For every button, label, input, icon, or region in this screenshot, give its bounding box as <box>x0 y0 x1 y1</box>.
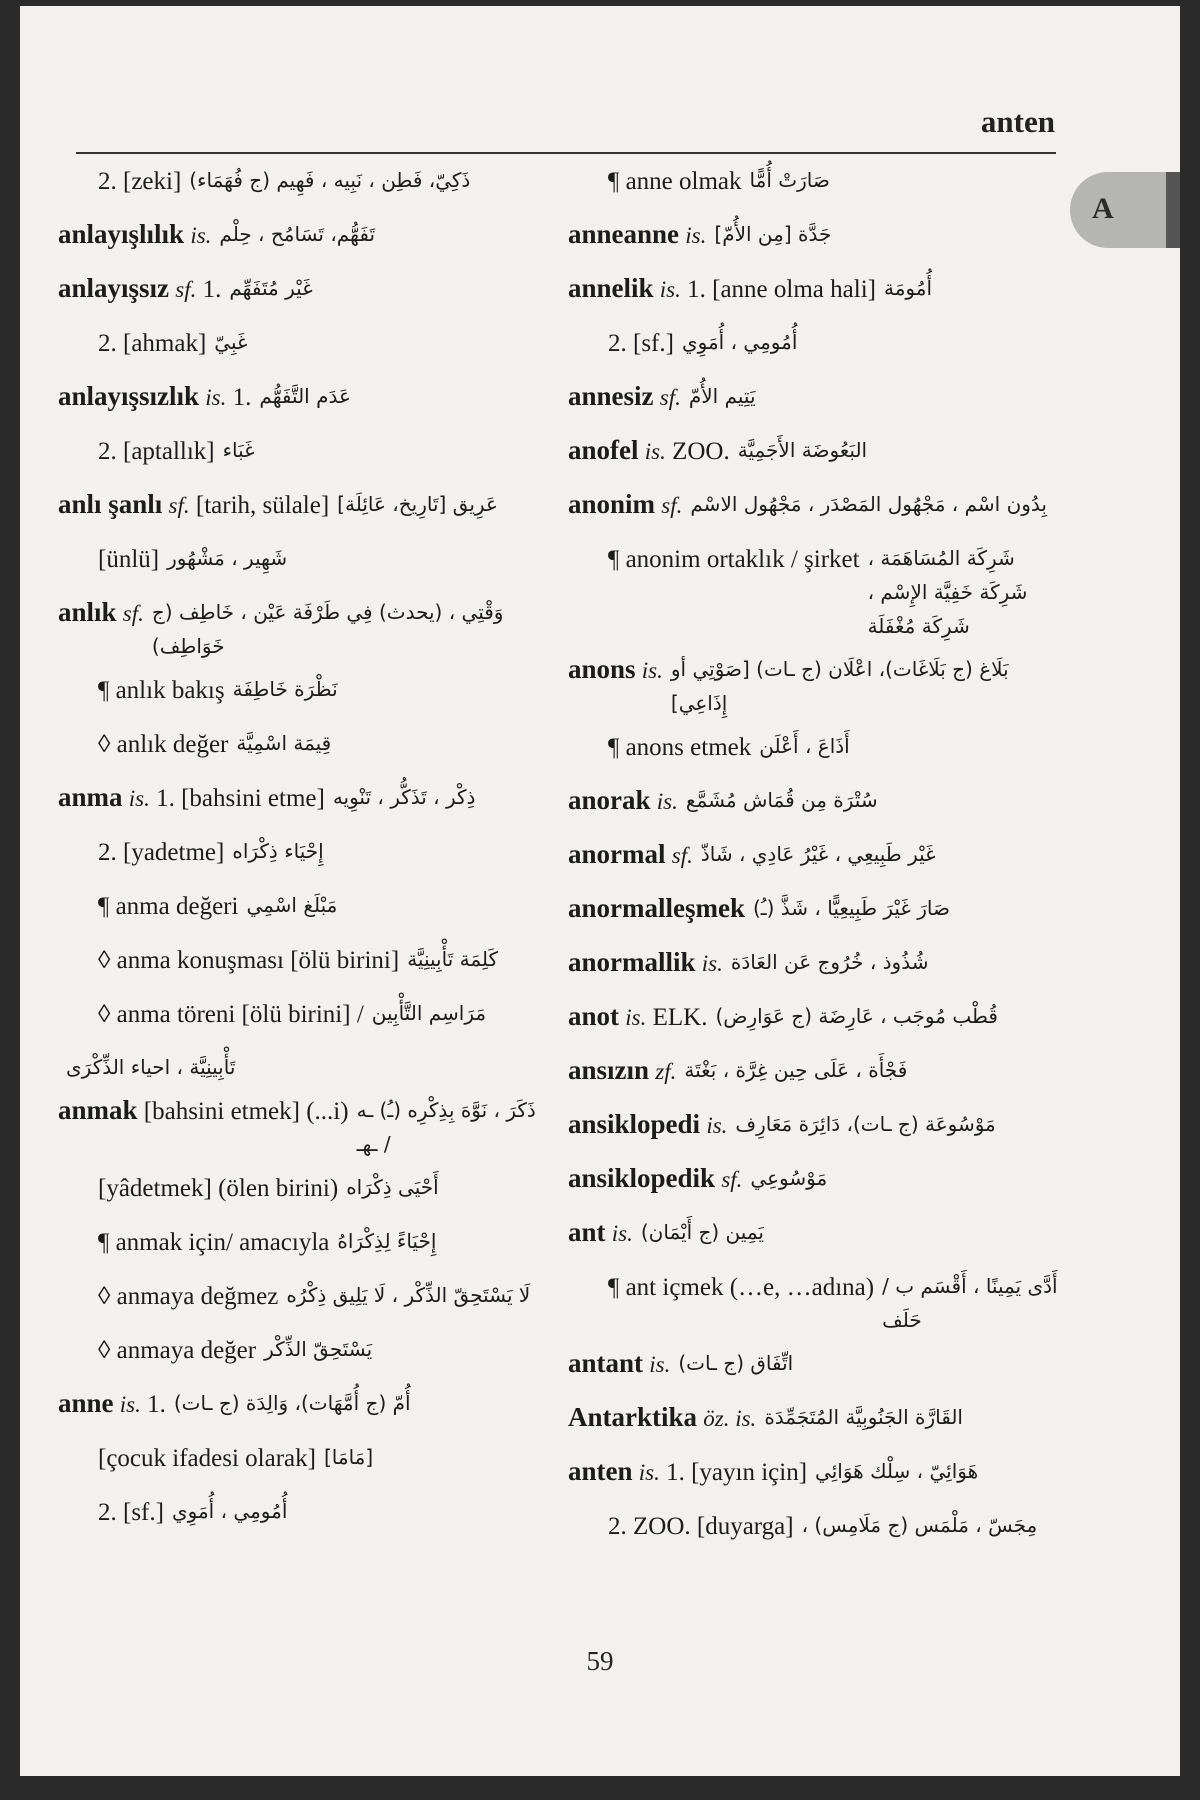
turkish-text <box>58 1377 166 1431</box>
arabic-translation: مِجَسّ ، مَلْمَس (ج مَلَامِس) ، <box>801 1513 1038 1537</box>
arabic-translation: يَتِيم الأُمّ <box>688 384 756 408</box>
guide-word: anten <box>980 104 1055 139</box>
turkish-text <box>58 717 228 771</box>
dictionary-entry <box>568 478 1068 532</box>
arabic-translation: شُذُوذ ، خُرُوج عَن العَادَة <box>730 950 929 974</box>
dictionary-entry <box>58 717 548 771</box>
dictionary-page <box>20 6 1180 1776</box>
dictionary-entry <box>58 1323 548 1377</box>
dictionary-entry <box>568 316 1068 370</box>
turkish-text <box>58 1215 329 1269</box>
dictionary-entry <box>58 262 548 316</box>
turkish-text <box>58 262 221 316</box>
arabic-translation: [مَامَا] <box>323 1445 374 1469</box>
grammar-abbreviation: is. <box>128 786 150 811</box>
turkish-text <box>58 663 225 717</box>
grammar-abbreviation: sf. <box>168 493 190 518</box>
arabic-translation: بِدُون اسْم ، مَجْهُول المَصْدَر ، مَجْهُول الاسْم <box>690 492 1047 516</box>
grammar-abbreviation: is. <box>638 1460 660 1485</box>
headword: anma <box>58 782 123 812</box>
arabic-translation: كَلِمَة تَأْبِينِيَّة <box>407 947 499 971</box>
dictionary-entry <box>58 154 548 208</box>
turkish-text <box>568 1337 670 1391</box>
arabic-translation: مَوْسُوعَة (ج ـات)، دَائِرَة مَعَارِف <box>735 1112 996 1136</box>
gloss-text: ELK. <box>652 1004 708 1031</box>
sense-text: ◊ anmaya değer <box>98 1337 257 1364</box>
dictionary-entry <box>58 1215 548 1269</box>
turkish-text <box>568 532 860 586</box>
sense-text: ¶ anlık bakış <box>98 677 225 704</box>
thumb-index-letter: A <box>1092 192 1114 225</box>
turkish-text <box>568 1044 676 1098</box>
dictionary-entry <box>58 1377 548 1431</box>
turkish-text <box>568 370 681 424</box>
arabic-translation: تَأْبِينِيَّة ، احياء الذِّكْرَى <box>66 1055 236 1079</box>
arabic-translation: أُمُومَة <box>883 276 933 300</box>
arabic-translation: يَسْتَحِقّ الذِّكْر <box>264 1337 373 1361</box>
dictionary-entry <box>568 1337 1068 1391</box>
dictionary-entry <box>58 1431 548 1485</box>
dictionary-entry <box>568 828 1068 882</box>
grammar-abbreviation: zf. <box>655 1059 677 1084</box>
dictionary-entry <box>58 208 548 262</box>
dictionary-entry <box>568 424 1068 478</box>
turkish-text <box>58 370 251 424</box>
arabic-translation: أُمُومِي ، أُمَوِي <box>171 1499 288 1523</box>
gloss-text: [tarih, sülale] <box>195 492 330 519</box>
sense-text: 2. [yadetme] <box>98 839 225 866</box>
thumb-index-bar <box>1166 172 1180 248</box>
turkish-text <box>58 316 206 370</box>
dictionary-entry <box>568 208 1068 262</box>
turkish-text <box>568 316 674 370</box>
sense-text: ¶ anonim ortaklık / şirket <box>608 546 860 573</box>
headword: anofel <box>568 435 639 465</box>
grammar-abbreviation: is. <box>190 223 212 248</box>
grammar-abbreviation: is. <box>625 1005 647 1030</box>
arabic-translation: مَوْسُوعِي <box>750 1166 828 1190</box>
turkish-text <box>568 1152 742 1206</box>
headword: anorak <box>568 785 651 815</box>
sense-text: ◊ anlık değer <box>98 731 229 758</box>
headword: anne <box>58 1388 114 1418</box>
arabic-translation: صَارَتْ أُمًّا <box>749 168 830 192</box>
arabic-translation: أَدَّى يَمِينًا ، أَقْسَم ب / حَلَف <box>882 1274 1058 1332</box>
turkish-text <box>58 879 238 933</box>
headword: anot <box>568 1001 620 1031</box>
grammar-abbreviation: is. <box>205 385 227 410</box>
dictionary-entry <box>58 424 548 478</box>
turkish-text <box>58 154 181 208</box>
dictionary-entry <box>568 154 1068 208</box>
turkish-text <box>568 1445 807 1499</box>
turkish-text <box>568 1391 756 1445</box>
arabic-translation: لَا يَسْتَحِقّ الذِّكْر ، لَا يَلِيق ذِكْرُه <box>286 1283 531 1307</box>
sense-text: ◊ anma töreni [ölü birini] / <box>98 1001 364 1028</box>
turkish-text <box>58 1485 164 1539</box>
arabic-translation: تَفَهُّم، تَسَامُح ، حِلْم <box>219 222 376 246</box>
turkish-text <box>58 1084 349 1138</box>
dictionary-entry <box>58 987 548 1041</box>
sense-text: 2. [sf.] <box>98 1499 164 1526</box>
dictionary-entry <box>568 990 1068 1044</box>
dictionary-entry <box>58 825 548 879</box>
headword: ansızın <box>568 1055 650 1085</box>
dictionary-entry <box>568 1098 1068 1152</box>
sense-text: 2. [aptallık] <box>98 438 215 465</box>
arabic-translation: اتِّفَاق (ج ـات) <box>678 1351 794 1375</box>
dictionary-entry <box>568 1499 1068 1553</box>
headword: anlayışsız <box>58 273 170 303</box>
turkish-text <box>58 1431 316 1485</box>
dictionary-entry <box>568 643 1068 720</box>
headword: ant <box>568 1217 606 1247</box>
grammar-abbreviation: sf. <box>659 385 681 410</box>
turkish-text <box>568 1499 794 1553</box>
arabic-translation: شَهِير ، مَشْهُور <box>167 546 288 570</box>
arabic-translation: غَبَاء <box>222 438 255 462</box>
arabic-translation: قِيمَة اسْمِيَّة <box>236 731 332 755</box>
headword: ansiklopedik <box>568 1163 716 1193</box>
grammar-abbreviation: is. <box>685 223 707 248</box>
turkish-text <box>568 643 663 697</box>
dictionary-entry <box>58 1084 548 1161</box>
arabic-translation: مَبْلَغ اسْمِي <box>246 893 338 917</box>
dictionary-entry <box>58 663 548 717</box>
turkish-text <box>568 828 693 882</box>
arabic-translation: أُمُومِي ، أُمَوِي <box>681 330 798 354</box>
turkish-text <box>58 1161 338 1215</box>
arabic-translation: غَيْر طَبِيعِي ، غَيْرُ عَادِي ، شَاذّ <box>700 842 936 866</box>
headword: ansiklopedi <box>568 1109 701 1139</box>
turkish-text <box>568 774 678 828</box>
sense-text: 2. [sf.] <box>608 330 674 357</box>
headword: anonim <box>568 489 656 519</box>
turkish-text <box>568 720 751 774</box>
headword: anormal <box>568 839 666 869</box>
turkish-text <box>58 478 329 532</box>
grammar-abbreviation: sf. <box>661 493 683 518</box>
headword: anlayışsızlık <box>58 381 200 411</box>
turkish-text <box>568 1206 633 1260</box>
grammar-abbreviation: sf. <box>175 277 197 302</box>
arabic-translation: فَجْأَة ، عَلَى حِين غِرَّة ، بَغْتَة <box>684 1058 908 1082</box>
dictionary-entry <box>568 1260 1068 1337</box>
sense-text: 2. ZOO. [duyarga] <box>608 1513 794 1540</box>
turkish-text <box>568 262 876 316</box>
sense-text: [çocuk ifadesi olarak] <box>98 1445 316 1472</box>
dictionary-entry <box>58 879 548 933</box>
headword: anlık <box>58 597 117 627</box>
headword: annesiz <box>568 381 654 411</box>
arabic-translation: صَارَ غَيْرَ طَبِيعِيًّا ، شَذَّ (ـُ) <box>752 896 950 920</box>
arabic-translation: ذِكْر ، تَذَكُّر ، تَنْوِيه <box>332 785 476 809</box>
sense-text: ¶ ant içmek (…e, …adına) <box>608 1274 875 1301</box>
dictionary-entry <box>568 262 1068 316</box>
grammar-abbreviation: is. <box>649 1352 671 1377</box>
gloss-text: 1. [bahsini etme] <box>156 785 325 812</box>
grammar-abbreviation: öz. is. <box>703 1406 757 1431</box>
turkish-text <box>568 208 706 262</box>
turkish-text <box>58 532 159 586</box>
arabic-translation: شَرِكَة المُسَاهَمَة ، شَرِكَة خَفِيَّة الإِسْم ، شَرِكَة مُغْفَلَة <box>867 546 1028 638</box>
dictionary-entry <box>568 370 1068 424</box>
headword: anneanne <box>568 219 680 249</box>
arabic-translation: مَرَاسِم التَّأْبِين <box>371 1001 487 1025</box>
grammar-abbreviation: sf. <box>122 601 144 626</box>
turkish-text <box>568 936 723 990</box>
turkish-text <box>568 1260 874 1314</box>
dictionary-entry <box>568 882 1068 936</box>
dictionary-entry <box>58 586 548 663</box>
dictionary-entry <box>568 720 1068 774</box>
dictionary-entry <box>568 1044 1068 1098</box>
arabic-translation: عَرِيق [تَارِيخ، عَائِلَة] <box>337 492 498 516</box>
headword: anormallik <box>568 947 696 977</box>
turkish-text <box>568 424 730 478</box>
turkish-text <box>58 825 224 879</box>
arabic-translation: إِحْيَاءً لِذِكْرَاهُ <box>337 1229 437 1253</box>
turkish-text <box>568 154 742 208</box>
turkish-text <box>58 586 144 640</box>
headword: anmak <box>58 1095 138 1125</box>
headword: annelik <box>568 273 654 303</box>
headword: antant <box>568 1348 644 1378</box>
grammar-abbreviation: is. <box>656 789 678 814</box>
turkish-text <box>58 987 364 1041</box>
arabic-translation: سُتْرَة مِن قُمَاش مُشَمَّع <box>685 788 878 812</box>
dictionary-entry <box>58 1161 548 1215</box>
turkish-text <box>58 208 211 262</box>
arabic-translation: قُطْب مُوجَب ، عَارِضَة (ج عَوَارِض) <box>715 1004 998 1028</box>
headword: anlı şanlı <box>58 489 163 519</box>
arabic-translation: البَعُوضَة الأَجَمِيَّة <box>737 438 868 462</box>
headword: anormalleşmek <box>568 893 745 923</box>
arabic-translation: يَمِين (ج أَيْمَان) <box>640 1220 764 1244</box>
dictionary-entry <box>58 1269 548 1323</box>
turkish-text <box>568 1098 727 1152</box>
headword: anlayışlılık <box>58 219 185 249</box>
arabic-translation: أَحْيَى ذِكْرَاه <box>346 1175 439 1199</box>
turkish-text <box>568 478 682 532</box>
turkish-text <box>568 882 745 936</box>
arabic-translation: ذَكَرَ ، نَوَّهَ بِذِكْرِه (ـُ) ـه / ـهـ <box>356 1098 536 1156</box>
dictionary-entry <box>568 1445 1068 1499</box>
dictionary-entry <box>58 1041 548 1084</box>
thumb-index-tab <box>1070 172 1180 248</box>
dictionary-entry <box>58 1485 548 1539</box>
arabic-translation: أُمّ (ج أُمَّهَات)، وَالِدَة (ج ـات) <box>173 1391 411 1415</box>
arabic-translation: جَدَّة [مِن الأُمّ] <box>714 222 832 246</box>
turkish-text <box>58 1323 256 1377</box>
grammar-abbreviation: is. <box>701 951 723 976</box>
grammar-abbreviation: is. <box>641 658 663 683</box>
turkish-text <box>58 771 325 825</box>
arabic-translation: غَيْر مُتَفَهِّم <box>229 276 313 300</box>
sense-text: 2. [ahmak] <box>98 330 207 357</box>
sense-text: 2. [zeki] <box>98 168 182 195</box>
dictionary-entry <box>568 1206 1068 1260</box>
turkish-text <box>58 1269 278 1323</box>
headword: Antarktika <box>568 1402 698 1432</box>
grammar-abbreviation: is. <box>644 439 666 464</box>
arabic-translation: غَبِيّ <box>214 330 248 354</box>
grammar-abbreviation: is. <box>611 1221 633 1246</box>
dictionary-entry <box>568 1152 1068 1206</box>
grammar-abbreviation: sf. <box>721 1167 743 1192</box>
dictionary-entry <box>58 771 548 825</box>
left-column <box>58 154 548 1539</box>
sense-text: ¶ anma değeri <box>98 893 239 920</box>
grammar-abbreviation: sf. <box>671 843 693 868</box>
arabic-translation: ذَكِيّ، فَطِن ، نَبِيه ، فَهِيم (ج فُهَمَاء) <box>189 168 471 192</box>
gloss-text: 1. [anne olma hali] <box>687 276 876 303</box>
grammar-abbreviation: is. <box>659 277 681 302</box>
arabic-translation: نَظْرَة خَاطِفَة <box>232 677 338 701</box>
dictionary-entry <box>568 774 1068 828</box>
dictionary-entry <box>568 532 1068 643</box>
gloss-text: [bahsini etmek] (...i) <box>143 1098 349 1125</box>
headword: anten <box>568 1456 633 1486</box>
grammar-abbreviation: is. <box>706 1113 728 1138</box>
sense-text: ¶ anmak için/ amacıyla <box>98 1229 330 1256</box>
arabic-translation: عَدَم التَّفَهُّم <box>259 384 351 408</box>
turkish-text <box>58 424 215 478</box>
dictionary-entry <box>58 370 548 424</box>
sense-text: ¶ anne olmak <box>608 168 742 195</box>
gloss-text: 1. <box>147 1391 166 1418</box>
arabic-translation: إِحْيَاء ذِكْرَاه <box>232 839 324 863</box>
dictionary-entry <box>58 478 548 532</box>
dictionary-entry <box>568 1391 1068 1445</box>
turkish-text <box>58 933 399 987</box>
arabic-translation: وَقْتِي ، (يحدث) فِي طَرْفَة عَيْن ، خَاطِف (ج خَوَاطِف) <box>151 600 504 658</box>
sense-text: ◊ anma konuşması [ölü birini] <box>98 947 400 974</box>
arabic-translation: هَوَائِيّ ، سِلْك هَوَائِي <box>815 1459 979 1483</box>
turkish-text <box>568 990 707 1044</box>
gloss-text: 1. <box>232 384 252 411</box>
dictionary-entry <box>568 936 1068 990</box>
gloss-text: 1. [yayın için] <box>666 1459 808 1486</box>
sense-text: [ünlü] <box>98 546 160 573</box>
sense-text: [yâdetmek] (ölen birini) <box>98 1175 339 1202</box>
dictionary-entry <box>58 532 548 586</box>
sense-text: ¶ anons etmek <box>608 734 752 761</box>
dictionary-entry <box>58 933 548 987</box>
arabic-translation: أَذَاعَ ، أَعْلَن <box>759 734 850 758</box>
sense-text: ◊ anmaya değmez <box>98 1283 279 1310</box>
gloss-text: 1. <box>202 276 222 303</box>
arabic-translation: القَارَّة الجَنُوبِيَّة المُتَجَمِّدَة <box>764 1405 963 1429</box>
gloss-text: ZOO. <box>672 438 730 465</box>
dictionary-entry <box>58 316 548 370</box>
headword: anons <box>568 654 636 684</box>
grammar-abbreviation: is. <box>119 1392 141 1417</box>
right-column <box>568 154 1068 1553</box>
page-number: 59 <box>586 1646 614 1676</box>
arabic-translation: بَلَاغ (ج بَلَاغَات)، اعْلَان (ج ـات) [صَوْتِي أو إِذَاعِي] <box>670 657 1009 715</box>
